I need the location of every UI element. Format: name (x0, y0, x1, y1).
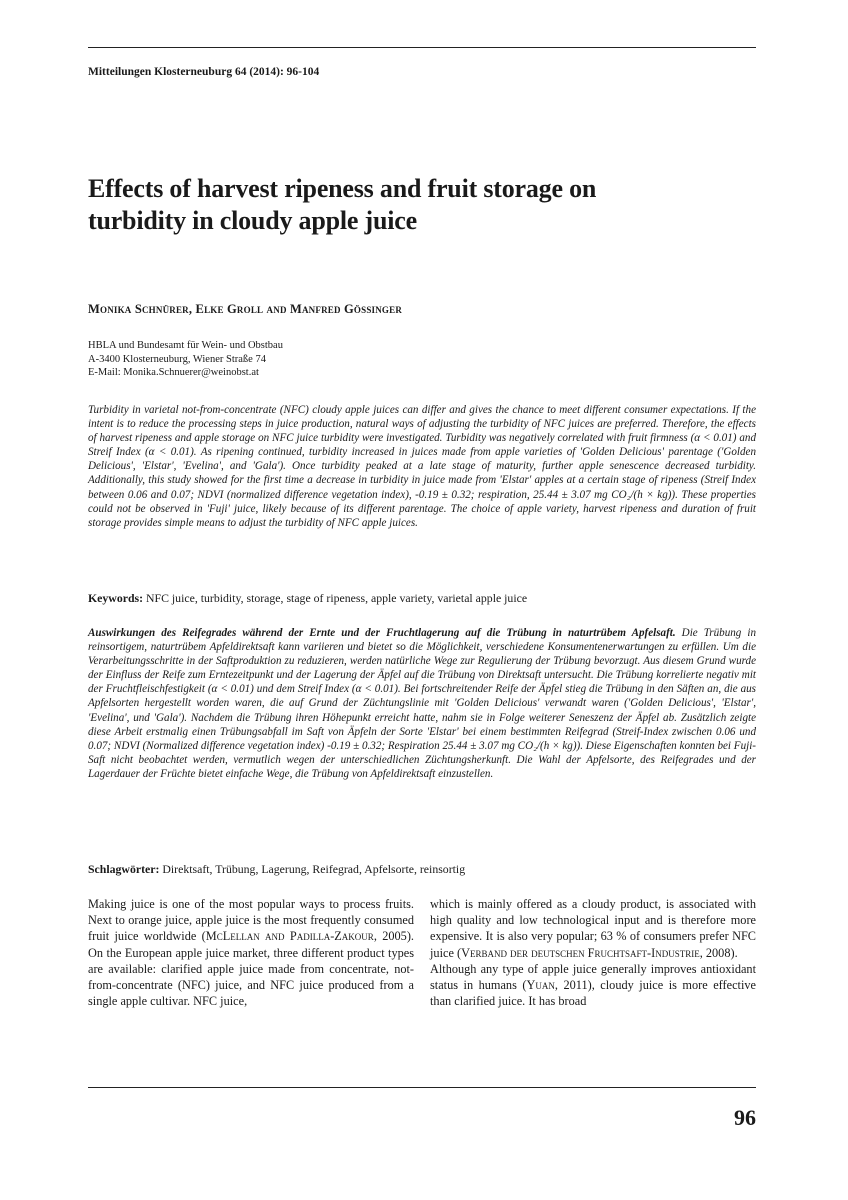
authors: Monika Schnürer, Elke Groll and Manfred Gössinger (88, 302, 403, 316)
body-text: , 2011), cloudy juice is more effective than clarified juice. It has broad (430, 978, 756, 1009)
affiliation-line-2: A-3400 Klosterneuburg, Wiener Straße 74 (88, 353, 266, 365)
abstract-german-title: Auswirkungen des Reifegrades während der Ernte und der Fruchtlagerung auf die Trübung in naturtrübem Apfelsaft. (88, 627, 676, 639)
affiliation-email: E-Mail: Monika.Schnuerer@weinobst.at (88, 367, 259, 378)
citation: Verband der deutschen Fruchtsaft-Industrie (461, 945, 700, 960)
keywords-label: Keywords: (88, 591, 144, 605)
body-text: , 2008). (699, 945, 738, 960)
body-column-left (88, 896, 414, 1009)
body-text: , 2005). On the European apple juice market, three different product types are available: clarified apple juice made from concentrate, not-from-concentrate (NFC) juice, and NFC juice produced from a single apple cultivar. NFC juice, (88, 929, 414, 1009)
affiliation (88, 339, 283, 380)
schlagwoerter-label: Schlagwörter: (88, 862, 160, 876)
keywords-text: NFC juice, turbidity, storage, stage of ripeness, apple variety, varietal apple juice (143, 591, 528, 605)
abstract-german-text: Die Trübung in reinsortigem, naturtrübem Apfeldirektsaft kann variieren und bietet so die Möglichkeit, verschiedene Konsumentenerwartungen zu erfüllen. Um die Verarbeitungsschritte in der Saftproduktion zu reduzieren, werden natürliche Wege zur Regulierung der Trübung bevorzugt. Aus diesem Grund wurde der Einfluss der Reife zum Erntezeitpunkt und der Lagerung der Äpfel auf die Trübung von Direktsaft untersucht. Die Trübung korrelierte negativ mit der Fruchtfleischfestigkeit (α < 0.01) und dem Streif Index (α < 0.01). Bei fortschreitender Reife der Äpfel stieg die Trübung in den Säften an, die aus Apfelsorten hergestellt worden waren, die auf Grund der Züchtungslinie mit 'Golden Delicious' verwandt waren ('Golden Delicious', 'Elstar', 'Evelina', und 'Gala'). Nachdem die Trübung ihren Höhepunkt erreicht hatte, nahm sie in Folge weiterer Seneszenz der Äpfel ab. Zusätzlich zeigte diese Arbeit erstmalig einen Trübungsabfall im Saft von Äpfeln der Sorte 'Elstar' bei einem bestimmten Reifegrad (Streif-Index zwischen 0.06 und 0.07; NDVI (Normalized difference vegetation index) -0.19 ± 0.32; Respiration 25.44 ± 3.07 mg CO₂/(h × kg)). Diese Eigenschaften konnten bei Fuji-Saft nicht beobachtet werden, vermutlich wegen der unterschiedlichen Züchtungsherkunft. Die Wahl der Apfelsorte, des Reifegrades und der Lagerdauer der Früchte bietet einfache Wege, die Trübung von Apfeldirektsaft einzustellen. (88, 627, 757, 780)
body-column-right (430, 896, 756, 1009)
body-text: Making juice is one of the most popular ways to process fruits. Next to orange juice, apple juice is the most frequently consumed fruit juice worldwide ( (88, 897, 414, 944)
body-text: which is mainly offered as a cloudy product, is associated with high quality and low technological input and is therefore more expensive. It is also very popular; 63 % of consumers prefer NFC juice ( (430, 897, 756, 960)
citation: McLellan and Padilla-Zakour (205, 929, 374, 944)
schlagwoerter-text: Direktsaft, Trübung, Lagerung, Reifegrad, Apfelsorte, reinsortig (159, 862, 466, 876)
bottom-rule (88, 1087, 756, 1088)
keywords-german (88, 862, 465, 877)
journal-citation: Mitteilungen Klosterneuburg 64 (2014): 96-104 (88, 66, 320, 78)
top-rule (88, 47, 756, 48)
keywords-english (88, 591, 527, 606)
body-text: Although any type of apple juice generally improves antioxidant status in humans ( (430, 961, 756, 993)
abstract-english: Turbidity in varietal not-from-concentrate (NFC) cloudy apple juices can differ and gives the chance to meet different consumer expectations. If the intent is to reduce the processing steps in juice production, natural ways of adjusting the turbidity of NFC juices are preferred. Therefore, the effects of harvest ripeness and apple storage on NFC juice turbidity were investigated. Turbidity was negatively correlated with fruit firmness (α < 0.01) and Streif Index (α < 0.01). As ripening continued, turbidity increased in juices made from apple varieties of 'Golden Delicious' parentage ('Golden Delicious', 'Elstar', 'Evelina', and 'Gala'). Once turbidity peaked at a late stage of maturity, further apple senescence decreased turbidity. Additionally, this study showed for the first time a decrease in turbidity in juice made from 'Elstar' apples at a certain stage of ripeness (Streif Index between 0.06 and 0.07; NDVI (normalized difference vegetation index), -0.19 ± 0.32; respiration, 25.44 ± 3.07 mg CO₂/(h × kg)). These properties could not be observed in 'Fuji' juice, likely because of its different parentage. The choice of apple variety, harvest ripeness and duration of fruit storage provides simple means to adjust the turbidity of NFC apple juices. (88, 404, 756, 529)
citation: Yuan (526, 978, 555, 993)
affiliation-line-1: HBLA und Bundesamt für Wein- und Obstbau (88, 340, 283, 351)
article-title-line-2: turbidity in cloudy apple juice (88, 206, 417, 235)
page-number: 96 (734, 1105, 756, 1130)
abstract-german (88, 626, 756, 781)
article-title-line-1: Effects of harvest ripeness and fruit storage on (88, 174, 597, 203)
article-title (88, 173, 728, 237)
